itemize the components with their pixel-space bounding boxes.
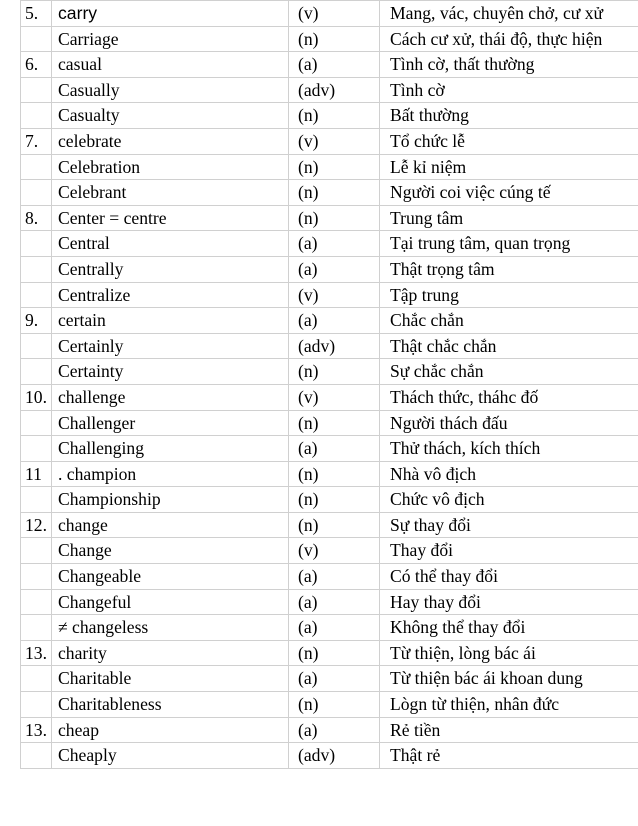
entry-word: cheap — [52, 717, 289, 743]
table-row — [21, 308, 638, 334]
entry-word: Casually — [52, 77, 289, 103]
table-row — [21, 1, 638, 27]
table-row — [21, 436, 638, 462]
entry-word: Challenging — [52, 436, 289, 462]
entry-part-of-speech: (a) — [289, 615, 380, 641]
entry-meaning: Thật chắc chắn — [380, 333, 638, 359]
table-row — [21, 538, 638, 564]
entry-word: certain — [52, 308, 289, 334]
entry-part-of-speech: (n) — [289, 180, 380, 206]
entry-meaning: Từ thiện bác ái khoan dung — [380, 666, 638, 692]
entry-word: Casualty — [52, 103, 289, 129]
entry-meaning: Chức vô địch — [380, 487, 638, 513]
entry-part-of-speech: (n) — [289, 154, 380, 180]
entry-number: 11 — [21, 461, 52, 487]
entry-word: Change — [52, 538, 289, 564]
entry-number: 8. — [21, 205, 52, 231]
entry-number: 13. — [21, 640, 52, 666]
entry-part-of-speech: (v) — [289, 384, 380, 410]
table-row — [21, 282, 638, 308]
table-row — [21, 743, 638, 769]
table-row — [21, 26, 638, 52]
entry-meaning: Thật trọng tâm — [380, 256, 638, 282]
entry-part-of-speech: (v) — [289, 282, 380, 308]
entry-number — [21, 359, 52, 385]
entry-meaning: Từ thiện, lòng bác ái — [380, 640, 638, 666]
entry-number — [21, 282, 52, 308]
entry-word: Celebrant — [52, 180, 289, 206]
entry-meaning: Thử thách, kích thích — [380, 436, 638, 462]
table-row — [21, 487, 638, 513]
entry-part-of-speech: (a) — [289, 666, 380, 692]
entry-word: Charitableness — [52, 692, 289, 718]
entry-number — [21, 333, 52, 359]
entry-part-of-speech: (a) — [289, 589, 380, 615]
entry-word: celebrate — [52, 128, 289, 154]
table-row — [21, 180, 638, 206]
entry-word: casual — [52, 52, 289, 78]
table-row — [21, 52, 638, 78]
entry-word: challenge — [52, 384, 289, 410]
entry-number — [21, 743, 52, 769]
entry-number — [21, 589, 52, 615]
entry-meaning: Mang, vác, chuyên chở, cư xử — [380, 1, 638, 27]
entry-meaning: Sự thay đổi — [380, 512, 638, 538]
entry-number: 5. — [21, 1, 52, 27]
entry-number — [21, 180, 52, 206]
entry-number — [21, 103, 52, 129]
table-row — [21, 564, 638, 590]
entry-meaning: Bất thường — [380, 103, 638, 129]
entry-part-of-speech: (n) — [289, 512, 380, 538]
table-row — [21, 154, 638, 180]
vocabulary-table — [20, 0, 638, 769]
entry-meaning: Thay đổi — [380, 538, 638, 564]
table-row — [21, 666, 638, 692]
entry-meaning: Lògn từ thiện, nhân đức — [380, 692, 638, 718]
table-row — [21, 384, 638, 410]
entry-meaning: Tại trung tâm, quan trọng — [380, 231, 638, 257]
entry-meaning: Cách cư xử, thái độ, thực hiện — [380, 26, 638, 52]
entry-meaning: Tổ chức lễ — [380, 128, 638, 154]
entry-meaning: Thách thức, tháhc đố — [380, 384, 638, 410]
table-row — [21, 77, 638, 103]
table-row — [21, 615, 638, 641]
entry-word: Carriage — [52, 26, 289, 52]
entry-part-of-speech: (adv) — [289, 743, 380, 769]
entry-part-of-speech: (a) — [289, 308, 380, 334]
entry-number — [21, 692, 52, 718]
entry-meaning: Không thể thay đổi — [380, 615, 638, 641]
entry-number — [21, 26, 52, 52]
entry-meaning: Tình cờ — [380, 77, 638, 103]
table-row — [21, 717, 638, 743]
table-row — [21, 333, 638, 359]
entry-word: Certainly — [52, 333, 289, 359]
entry-word: Championship — [52, 487, 289, 513]
entry-word: carry — [52, 1, 289, 27]
entry-meaning: Trung tâm — [380, 205, 638, 231]
entry-word: Cheaply — [52, 743, 289, 769]
entry-number — [21, 564, 52, 590]
entry-meaning: Người coi việc cúng tế — [380, 180, 638, 206]
entry-word: Celebration — [52, 154, 289, 180]
entry-number — [21, 615, 52, 641]
table-row — [21, 256, 638, 282]
entry-number — [21, 487, 52, 513]
vocabulary-table-body — [21, 1, 638, 769]
entry-part-of-speech: (n) — [289, 26, 380, 52]
entry-part-of-speech: (v) — [289, 1, 380, 27]
entry-number: 13. — [21, 717, 52, 743]
entry-number — [21, 77, 52, 103]
entry-meaning: Rẻ tiền — [380, 717, 638, 743]
entry-number: 7. — [21, 128, 52, 154]
entry-word: ≠ changeless — [52, 615, 289, 641]
entry-part-of-speech: (n) — [289, 359, 380, 385]
entry-number — [21, 538, 52, 564]
table-row — [21, 205, 638, 231]
entry-part-of-speech: (adv) — [289, 333, 380, 359]
entry-number: 12. — [21, 512, 52, 538]
table-row — [21, 359, 638, 385]
table-row — [21, 128, 638, 154]
table-row — [21, 589, 638, 615]
entry-word: Centralize — [52, 282, 289, 308]
table-row — [21, 640, 638, 666]
table-row — [21, 461, 638, 487]
entry-number: 9. — [21, 308, 52, 334]
entry-number: 6. — [21, 52, 52, 78]
entry-number — [21, 256, 52, 282]
entry-number — [21, 154, 52, 180]
entry-meaning: Sự chắc chắn — [380, 359, 638, 385]
entry-part-of-speech: (n) — [289, 205, 380, 231]
entry-word: Charitable — [52, 666, 289, 692]
entry-word: Changeable — [52, 564, 289, 590]
entry-word: change — [52, 512, 289, 538]
entry-word: Central — [52, 231, 289, 257]
entry-number: 10. — [21, 384, 52, 410]
entry-part-of-speech: (a) — [289, 436, 380, 462]
table-row — [21, 692, 638, 718]
entry-part-of-speech: (v) — [289, 538, 380, 564]
entry-part-of-speech: (a) — [289, 52, 380, 78]
entry-word: Certainty — [52, 359, 289, 385]
entry-word: Changeful — [52, 589, 289, 615]
entry-part-of-speech: (v) — [289, 128, 380, 154]
entry-meaning: Lễ kỉ niệm — [380, 154, 638, 180]
entry-part-of-speech: (a) — [289, 717, 380, 743]
entry-meaning: Nhà vô địch — [380, 461, 638, 487]
entry-meaning: Chắc chắn — [380, 308, 638, 334]
table-row — [21, 410, 638, 436]
entry-word: charity — [52, 640, 289, 666]
entry-word: Challenger — [52, 410, 289, 436]
entry-part-of-speech: (n) — [289, 640, 380, 666]
entry-part-of-speech: (a) — [289, 564, 380, 590]
entry-part-of-speech: (adv) — [289, 77, 380, 103]
entry-part-of-speech: (n) — [289, 410, 380, 436]
entry-part-of-speech: (a) — [289, 231, 380, 257]
entry-part-of-speech: (n) — [289, 461, 380, 487]
table-row — [21, 512, 638, 538]
entry-meaning: Tình cờ, thất thường — [380, 52, 638, 78]
entry-meaning: Hay thay đổi — [380, 589, 638, 615]
entry-word: . champion — [52, 461, 289, 487]
entry-meaning: Tập trung — [380, 282, 638, 308]
entry-word: Centrally — [52, 256, 289, 282]
entry-meaning: Người thách đấu — [380, 410, 638, 436]
entry-number — [21, 231, 52, 257]
entry-number — [21, 436, 52, 462]
entry-meaning: Thật rẻ — [380, 743, 638, 769]
entry-word: Center = centre — [52, 205, 289, 231]
entry-part-of-speech: (a) — [289, 256, 380, 282]
table-row — [21, 231, 638, 257]
entry-number — [21, 666, 52, 692]
table-row — [21, 103, 638, 129]
entry-part-of-speech: (n) — [289, 692, 380, 718]
entry-part-of-speech: (n) — [289, 103, 380, 129]
entry-part-of-speech: (n) — [289, 487, 380, 513]
entry-meaning: Có thể thay đổi — [380, 564, 638, 590]
entry-number — [21, 410, 52, 436]
